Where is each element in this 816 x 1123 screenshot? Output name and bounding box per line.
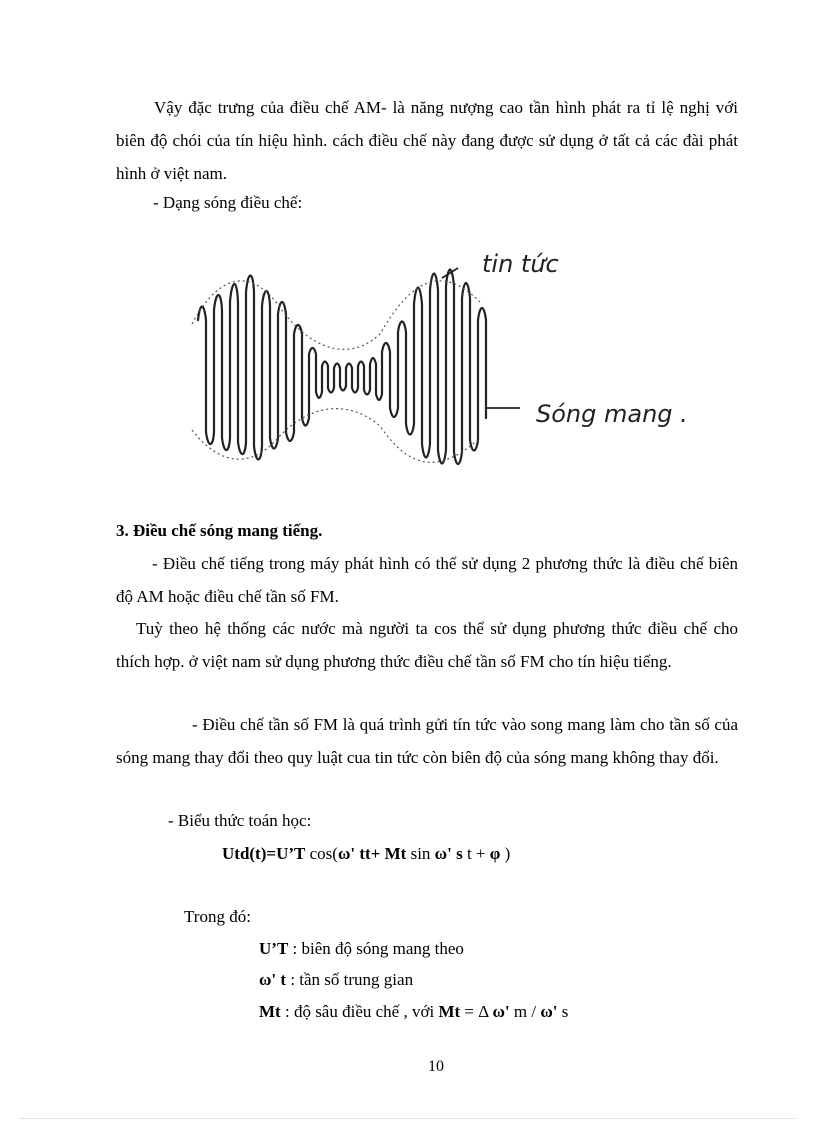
- formula-cos: cos(: [305, 844, 338, 863]
- formula-sin: sin: [406, 844, 435, 863]
- formula-lhs: Utd(t)=: [222, 844, 277, 863]
- definition-symbol: U’T: [259, 939, 289, 958]
- definition-amplitude: [259, 938, 464, 960]
- definition-symbol: ω' t: [259, 970, 287, 989]
- label-song-mang: Sóng mang .: [536, 400, 688, 428]
- definition-text: : biên độ sóng mang theo: [288, 939, 464, 958]
- formula-phi: φ: [489, 844, 501, 863]
- am-waveform-sketch: [180, 242, 688, 482]
- definition-text: : tần số trung gian: [286, 970, 414, 989]
- definition-modulation-depth: [259, 1001, 568, 1023]
- formula-amp: U’T: [276, 844, 306, 863]
- definitions-intro: Trong đó:: [184, 907, 251, 926]
- definition-text: : độ sâu điều chế , với: [280, 1002, 439, 1021]
- formula-t-plus: t +: [462, 844, 490, 863]
- label-tin-tuc: tin tức: [482, 250, 559, 278]
- mt-formula-s: s: [557, 1002, 569, 1021]
- formula-omega-s: ω' s: [434, 844, 463, 863]
- paragraph-sound-modulation: - Điều chế tiếng trong máy phát hình có thể sử dụng 2 phương thức là điều chế biên độ AM hoặc điều chế tần số FM.: [116, 554, 738, 606]
- mt-formula-omega-s: ω': [540, 1002, 558, 1021]
- paragraph-fm-definition: - Điều chế tần số FM là quá trình gửi tín tức vào song mang làm cho tần số của sóng mang thay đổi theo quy luật cua tin tức còn biên độ của sóng mang không thay đổi.: [116, 715, 738, 767]
- math-expression-caption: - Biểu thức toán học:: [168, 811, 312, 830]
- waveform-caption: - Dạng sóng điều chế:: [153, 193, 303, 212]
- envelope-outline: [192, 281, 480, 462]
- definition-symbol: Mt: [259, 1002, 281, 1021]
- mt-formula-delta: = Δ: [460, 1002, 493, 1021]
- definition-intermediate-frequency: [259, 969, 413, 991]
- fm-formula: [222, 843, 510, 865]
- formula-close: ): [500, 844, 511, 863]
- section-heading: 3. Điều chế sóng mang tiếng.: [116, 521, 323, 540]
- formula-omega-t: ω' tt+: [337, 844, 381, 863]
- am-waveform-svg: [180, 242, 680, 482]
- paragraph-country-systems: Tuỳ theo hệ thống các nước mà người ta cos thể sử dụng phương thức điều chế cho thích hợp. ở việt nam sử dụng phương thức điều chế tần số FM cho tín hiệu tiếng.: [116, 619, 738, 671]
- mt-formula-m: m /: [509, 1002, 541, 1021]
- paragraph-am-summary: Vậy đặc trưng của điều chế AM- là năng nượng cao tần hình phát ra tỉ lệ nghị với biên độ chói của tín hiệu hình. cách điều chế này đang được sử dụng ở tất cả các đài phát hình ở việt nam.: [116, 98, 738, 183]
- page-bottom-rule: [20, 1118, 796, 1119]
- mt-formula-omega-m: ω': [492, 1002, 510, 1021]
- modulated-carrier-wave: [198, 270, 486, 465]
- formula-mt: Mt: [380, 844, 407, 863]
- page-number: 10: [428, 1058, 444, 1075]
- mt-formula-symbol: Mt: [438, 1002, 461, 1021]
